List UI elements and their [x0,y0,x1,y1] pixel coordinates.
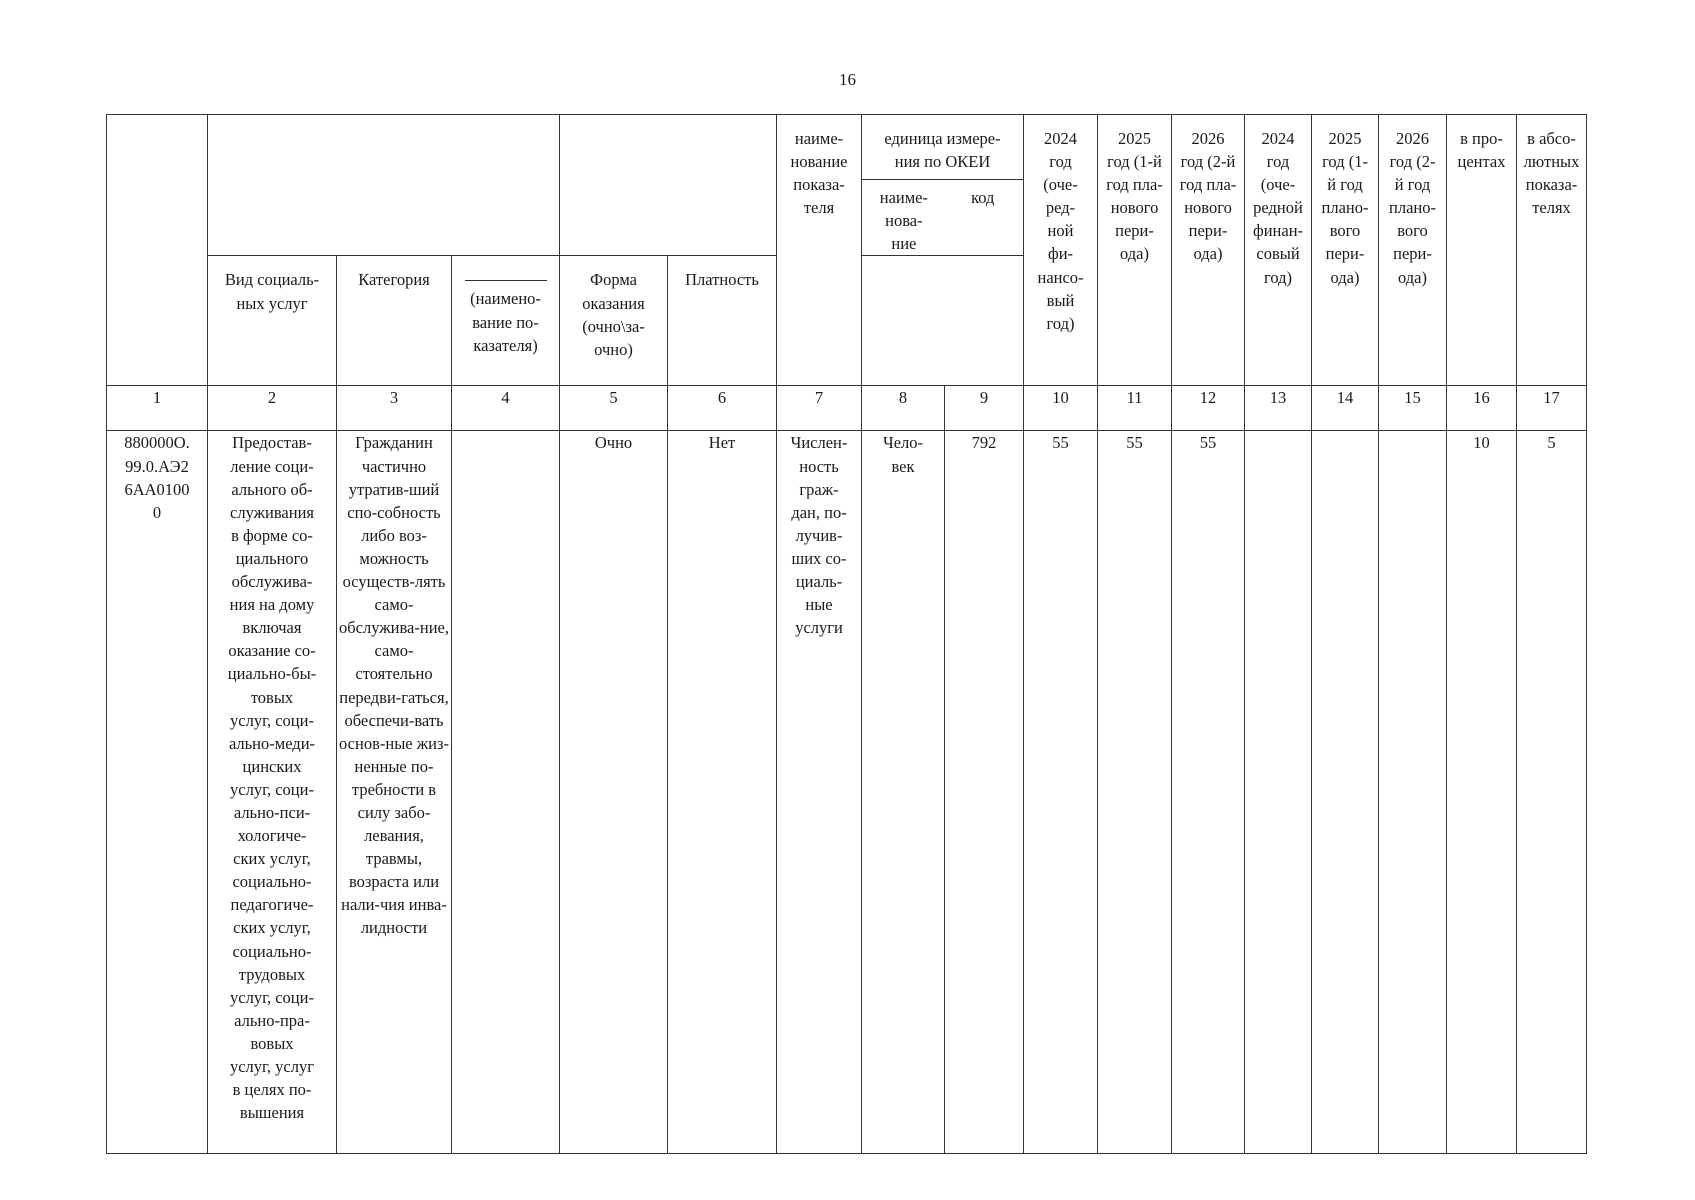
cell-unit-name: Чело- век [862,431,945,1154]
column-number: 9 [945,386,1024,431]
cell-unit-code: 792 [945,431,1024,1154]
cell-2026-value: 55 [1172,431,1245,1154]
column-number: 13 [1245,386,1312,431]
column-number: 10 [1024,386,1098,431]
column-number: 15 [1379,386,1447,431]
header-indicator-name: наиме- нование показа- теля [777,115,862,386]
column-number: 8 [862,386,945,431]
header-2026-plan-year-2-b: 2026 год (2- й год плано- вого пери- ода) [1379,115,1447,386]
header-2024-fin-year-b: 2024 год (оче- редной финан- совый год) [1245,115,1312,386]
cell-indicator-name: Числен- ность граж- дан, по- лучив- ших со- циаль- ные услуги [777,431,862,1154]
column-number: 14 [1312,386,1379,431]
column-number-row [107,386,1587,431]
header-row-top [107,115,1587,256]
cell-2025-value: 55 [1098,431,1172,1154]
column-number: 17 [1517,386,1587,431]
column-number: 6 [668,386,777,431]
cell-2024-value-b [1245,431,1312,1154]
header-payment: Платность [668,256,777,386]
header-okei-name: наиме- нова- ние [879,188,928,254]
cell-registry-number: 880000О. 99.0.АЭ2 6АА0100 0 [107,431,208,1154]
cell-service-type: Предостав- ление соци- ального об- служивания в форме со- циального обслужива- ния на дому включая оказание со- циально-бы- товых услуг, соци- ально-меди- цинских услуг, соци- ально-пси- хологиче- ских услуг, социально- педагогиче- ских услуг, социально- трудовых услуг, соци- ально-пра- вовых услуг, услуг в целях по- вышения [208,431,337,1154]
column-number: 16 [1447,386,1517,431]
column-number: 12 [1172,386,1245,431]
header-2025-plan-year-1: 2025 год (1-й год пла- нового пери- ода) [1098,115,1172,386]
column-number: 11 [1098,386,1172,431]
header-okei-group [862,115,1024,256]
header-okei-group-label: единица измере- ния по ОКЕИ [862,127,1023,180]
cell-2025-value-b [1312,431,1379,1154]
table-row [107,431,1587,1154]
page-number: 16 [839,70,856,89]
cell-2024-value: 55 [1024,431,1098,1154]
header-indicator-blank-label: (наимено- вание по- казателя) [470,289,541,355]
header-cell-registry-number [107,115,208,386]
cell-category: Гражданин частично утратив-ший спо-собность либо воз-можность осуществ-лять само-обслужива-ние, само-стоятельно передви-гаться, обеспечи-вать основ-ные жиз-ненные по-требности в силу забо-левания, травмы, возраста или нали-чия инва-лидности [337,431,452,1154]
service-indicators-table [106,114,1587,1154]
cell-2026-value-b [1379,431,1447,1154]
cell-percent: 10 [1447,431,1517,1154]
column-number: 5 [560,386,668,431]
column-number: 2 [208,386,337,431]
header-category: Категория [337,256,452,386]
header-2024-fin-year: 2024 год (оче- ред- ной фи- нансо- вый год) [1024,115,1098,386]
column-number: 4 [452,386,560,431]
column-number: 1 [107,386,208,431]
header-okei-code: код [971,188,995,208]
header-2026-plan-year-2: 2026 год (2-й год пла- нового пери- ода) [1172,115,1245,386]
header-absolute: в абсо- лютных показа- телях [1517,115,1587,386]
header-indicator-blank [452,256,560,386]
cell-payment: Нет [668,431,777,1154]
header-form: Форма оказания (очно\за- очно) [560,256,668,386]
header-cell-content-group [208,115,560,256]
cell-absolute: 5 [1517,431,1587,1154]
column-number: 3 [337,386,452,431]
cell-indicator-blank [452,431,560,1154]
header-service-type: Вид социаль- ных услуг [208,256,337,386]
cell-form: Очно [560,431,668,1154]
header-2025-plan-year-1-b: 2025 год (1- й год плано- вого пери- ода) [1312,115,1379,386]
header-cell-conditions-group [560,115,777,256]
blank-underline [465,280,547,281]
column-number: 7 [777,386,862,431]
header-percent: в про- центах [1447,115,1517,386]
